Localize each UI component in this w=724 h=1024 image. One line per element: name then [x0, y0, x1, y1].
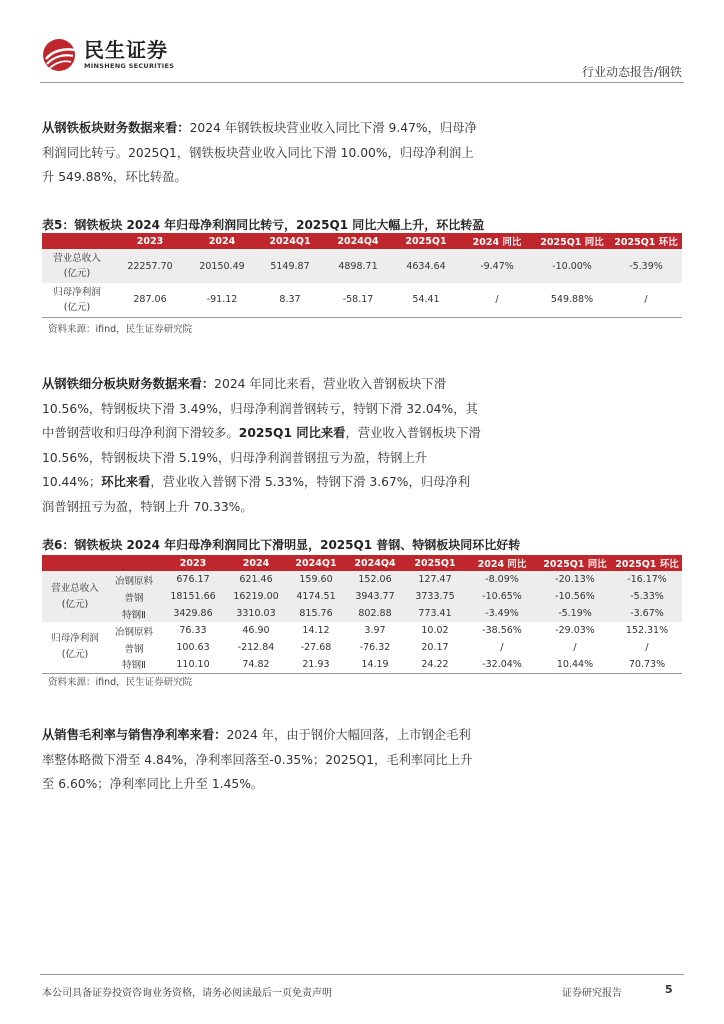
table-cell: 3733.75	[404, 588, 466, 605]
table-cell: -10.00%	[534, 249, 610, 283]
table-cell: -76.32	[359, 642, 391, 653]
table-cell: /	[610, 283, 682, 317]
table-cell: 676.17	[160, 571, 226, 588]
table-cell: 110.10	[160, 656, 226, 673]
table-cell: -20.13%	[538, 571, 612, 588]
table-cell: 3943.77	[346, 588, 404, 605]
table-row	[42, 656, 682, 673]
table-cell: 10.02	[421, 625, 449, 636]
table-cell: 70.73%	[612, 656, 682, 673]
company-logo	[40, 38, 174, 72]
table6-header-cell: 2023	[160, 555, 226, 571]
table-cell: 74.82	[226, 656, 286, 673]
report-category: 行业动态报告/钢铁	[581, 65, 682, 79]
paragraph-board-financials	[42, 116, 482, 190]
table6-header-cell	[42, 555, 108, 571]
table-row	[42, 249, 682, 283]
table6-title: 表6：钢铁板块 2024 年归母净利润同比下滑明显，2025Q1 普钢、特钢板块同环比好转	[42, 538, 521, 552]
minsheng-logo-icon	[40, 38, 78, 72]
table6	[42, 555, 682, 674]
table-cell: -10.56%	[538, 588, 612, 605]
paragraph-margins	[42, 723, 482, 797]
table6-header-cell: 2025Q1	[404, 555, 466, 571]
footer-disclaimer: 本公司具备证券投资咨询业务资格，请务必阅读最后一页免责声明	[42, 988, 332, 999]
header-divider	[40, 82, 684, 83]
table-cell: 16219.00	[226, 588, 286, 605]
table5-header-cell: 2024 同比	[460, 233, 534, 249]
row-label: 营业总收入 (亿元)	[42, 249, 112, 283]
table5-header-cell: 2024Q1	[256, 233, 324, 249]
table-cell: 802.88	[346, 605, 404, 622]
table-cell: 287.06	[112, 283, 188, 317]
table-cell: /	[573, 642, 577, 653]
table-row	[42, 605, 682, 622]
table-cell: /	[500, 642, 504, 653]
table-cell: 21.93	[286, 656, 346, 673]
sub-label: 冶钢原料	[108, 571, 160, 588]
para2-lead1: 从钢铁细分板块财务数据来看：	[42, 377, 215, 391]
para2-text3: ，营业收入普钢下滑 5.33%，特钢下滑 3.67%，归母净利润普钢扭亏为盈，特钢上升 70.33%。	[42, 475, 470, 514]
table-cell: -29.03%	[555, 625, 595, 636]
sub-label: 特钢Ⅱ	[108, 656, 160, 673]
table5-header-row	[42, 233, 682, 249]
table5-header-cell: 2025Q1 同比	[534, 233, 610, 249]
table5-header-cell: 2025Q1 环比	[610, 233, 682, 249]
para2-lead2: 2025Q1 同比来看	[238, 426, 346, 440]
table6-header-cell: 2024Q4	[346, 555, 404, 571]
para2-text1: 2024 年同比来看，营业收入普钢板块下滑 10.56%，特钢板块下滑 3.49%，归母净利润普钢转亏，特钢下滑 32.04%，其中普钢营收和归母净利润下滑较多。	[42, 377, 478, 440]
table5-header-cell	[42, 233, 112, 249]
table6-header-cell: 2024Q1	[286, 555, 346, 571]
table-cell: 152.06	[346, 571, 404, 588]
table5	[42, 233, 682, 318]
footer-report-type: 证券研究报告	[562, 988, 622, 999]
table-cell: 4634.64	[392, 249, 460, 283]
table-cell: 549.88%	[534, 283, 610, 317]
table-cell: 54.41	[392, 283, 460, 317]
table-cell: 14.19	[346, 656, 404, 673]
sub-label: 普钢	[108, 588, 160, 605]
table-cell: 3429.86	[160, 605, 226, 622]
table-row	[42, 283, 682, 317]
table-cell: 3.97	[364, 625, 386, 636]
page-number: 5	[665, 983, 673, 996]
table5-header-cell: 2025Q1	[392, 233, 460, 249]
table-cell: 14.12	[302, 625, 330, 636]
table-cell: -9.47%	[460, 249, 534, 283]
table-cell: -32.04%	[466, 656, 538, 673]
table5-source: 资料来源：ifind，民生证券研究院	[48, 324, 193, 335]
table-cell: 4898.71	[324, 249, 392, 283]
table-cell: -5.19%	[538, 605, 612, 622]
table-cell: 8.37	[256, 283, 324, 317]
table-cell: -38.56%	[482, 625, 522, 636]
table-cell: 5149.87	[256, 249, 324, 283]
para2-lead3: 环比来看	[101, 475, 151, 489]
group-label: 归母净利润 (亿元)	[42, 622, 108, 673]
table-cell: -10.65%	[466, 588, 538, 605]
table-cell: 20.17	[421, 642, 449, 653]
table-cell: /	[460, 283, 534, 317]
table6-header-cell	[108, 555, 160, 571]
paragraph-segment-financials	[42, 372, 482, 519]
sub-label: 冶钢原料	[114, 626, 153, 638]
table-cell: -91.12	[188, 283, 256, 317]
table-cell: -5.39%	[610, 249, 682, 283]
table6-source: 资料来源：ifind，民生证券研究院	[48, 677, 193, 688]
table-cell: 18151.66	[160, 588, 226, 605]
table-cell: -3.49%	[466, 605, 538, 622]
table-cell: 3310.03	[226, 605, 286, 622]
table-cell: 621.46	[226, 571, 286, 588]
para1-lead: 从钢铁板块财务数据来看：	[42, 121, 190, 135]
table-row	[42, 622, 682, 639]
table-cell: -212.84	[237, 642, 275, 653]
para2-text2: ，营业收入普钢板块下滑 10.56%，特钢板块下滑 5.19%，归母净利润普钢扭亏为盈，特钢上升 10.44%；	[42, 426, 481, 489]
table5-header-cell: 2024	[188, 233, 256, 249]
row-label: 归母净利润 (亿元)	[42, 283, 112, 317]
table-cell: 46.90	[242, 625, 270, 636]
table-cell: 24.22	[404, 656, 466, 673]
sub-label: 普钢	[124, 643, 144, 655]
table-cell: -58.17	[324, 283, 392, 317]
table6-header-cell: 2025Q1 同比	[538, 555, 612, 571]
table5-header-cell: 2023	[112, 233, 188, 249]
table6-header-row	[42, 555, 682, 571]
table-cell: 10.44%	[538, 656, 612, 673]
para3-text: 2024 年，由于钢价大幅回落，上市钢企毛利率整体略微下滑至 4.84%，净利率回落至-0.35%；2025Q1，毛利率同比上升至 6.60%；净利率同比上升至 1.45%。	[42, 728, 473, 791]
sub-label: 特钢Ⅱ	[108, 605, 160, 622]
table-row	[42, 571, 682, 588]
table5-title: 表5：钢铁板块 2024 年归母净利润同比转亏，2025Q1 同比大幅上升，环比转盈	[42, 218, 485, 232]
table5-header-cell: 2024Q4	[324, 233, 392, 249]
table-cell: -16.17%	[612, 571, 682, 588]
footer-divider	[40, 974, 684, 975]
table-row	[42, 588, 682, 605]
group-label: 营业总收入 (亿元)	[42, 571, 108, 622]
table6-header-cell: 2025Q1 环比	[612, 555, 682, 571]
table-cell: -5.33%	[612, 588, 682, 605]
table-cell: -3.67%	[612, 605, 682, 622]
para3-lead: 从销售毛利率与销售净利率来看：	[42, 728, 227, 742]
logo-english-name: MINSHENG SECURITIES	[84, 62, 175, 71]
table6-header-cell: 2024	[226, 555, 286, 571]
table-cell: 127.47	[404, 571, 466, 588]
table-cell: -8.09%	[466, 571, 538, 588]
table-cell: 76.33	[179, 625, 207, 636]
table-cell: 4174.51	[286, 588, 346, 605]
table-cell: 152.31%	[625, 625, 669, 636]
table-cell: 20150.49	[188, 249, 256, 283]
logo-chinese-name: 民生证券	[84, 38, 168, 63]
table-cell: /	[645, 642, 649, 653]
table-row	[42, 639, 682, 656]
table-cell: 159.60	[286, 571, 346, 588]
table-cell: 773.41	[404, 605, 466, 622]
table-cell: 100.63	[176, 642, 210, 653]
table-cell: -27.68	[300, 642, 332, 653]
table-cell: 22257.70	[112, 249, 188, 283]
para1-text: 2024 年钢铁板块营业收入同比下滑 9.47%，归母净利润同比转亏。2025Q1，钢铁板块营业收入同比下滑 10.00%，归母净利润上升 549.88%，环比转盈。	[42, 121, 477, 184]
table6-header-cell: 2024 同比	[466, 555, 538, 571]
table-cell: 815.76	[286, 605, 346, 622]
